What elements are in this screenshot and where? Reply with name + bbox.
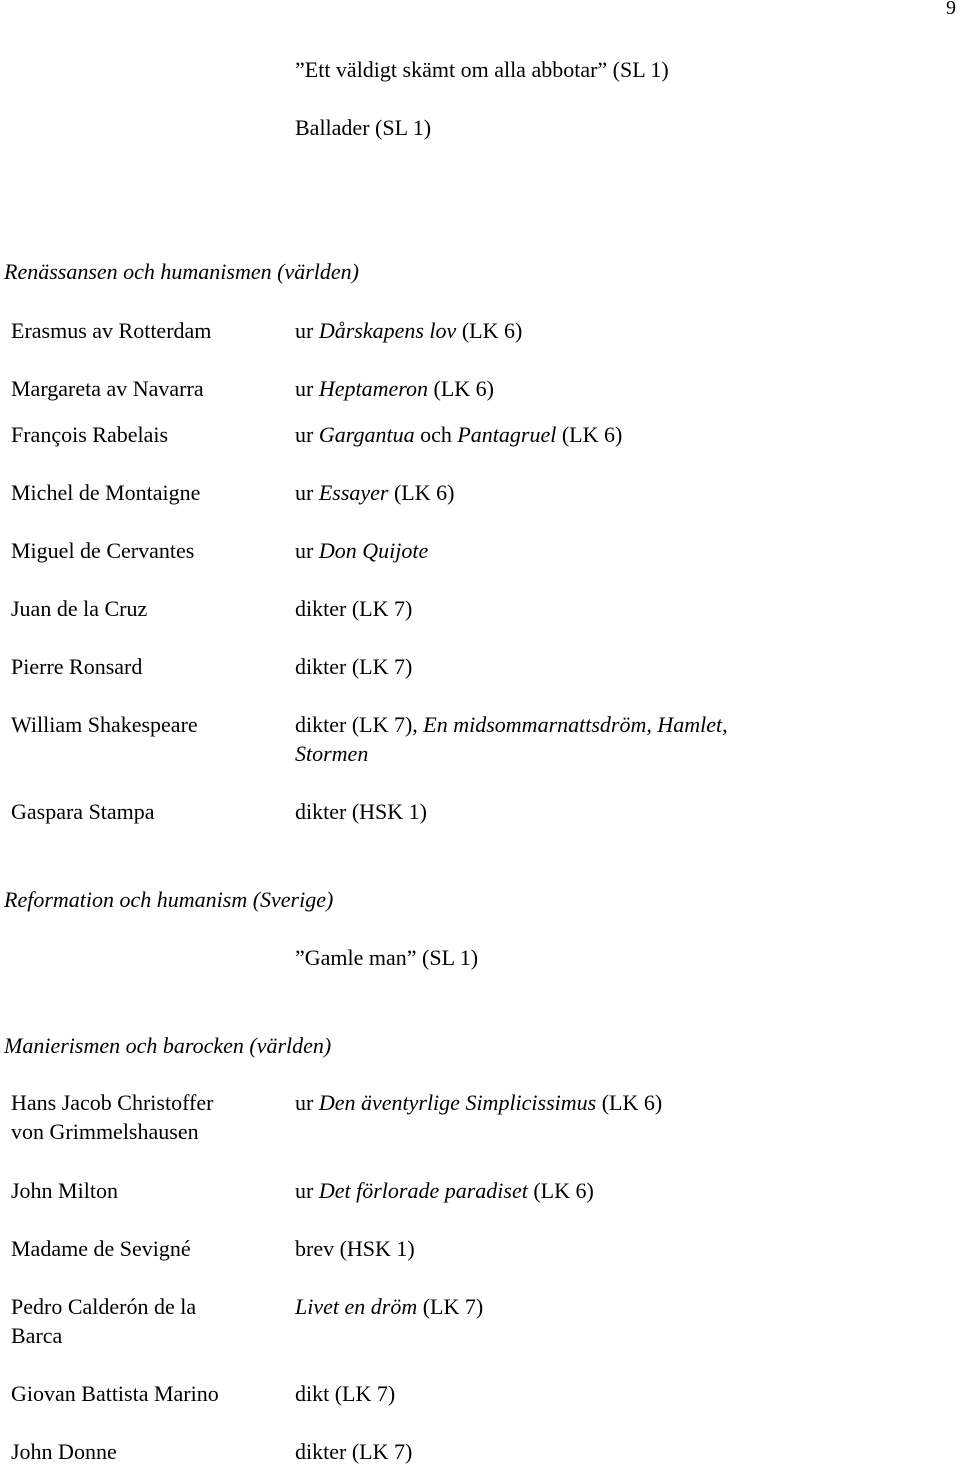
author-name: Michel de Montaigne: [11, 480, 201, 505]
author-name: Pedro Calderón de la: [11, 1294, 197, 1319]
section-heading: Manierismen och barocken (världen): [4, 1033, 332, 1058]
work-entry: dikt (LK 7): [295, 1381, 396, 1406]
author-name: William Shakespeare: [11, 712, 198, 737]
author-name: Juan de la Cruz: [11, 596, 148, 621]
author-name: Gaspara Stampa: [11, 799, 155, 824]
page-number: 9: [946, 0, 956, 19]
work-entry: ur Gargantua och Pantagruel (LK 6): [295, 422, 623, 447]
author-name: Margareta av Navarra: [11, 376, 204, 401]
work-entry: Ballader (SL 1): [295, 115, 432, 140]
author-name: John Milton: [11, 1178, 118, 1203]
work-entry: dikter (HSK 1): [295, 799, 427, 824]
work-entry: dikter (LK 7): [295, 1439, 413, 1464]
work-entry: ur Den äventyrlige Simplicissimus (LK 6): [295, 1090, 663, 1115]
work-entry: dikter (LK 7): [295, 654, 413, 679]
work-entry: ur Heptameron (LK 6): [295, 376, 494, 401]
author-name: Hans Jacob Christoffer: [11, 1090, 214, 1115]
work-entry: ur Essayer (LK 6): [295, 480, 455, 505]
author-name-continued: von Grimmelshausen: [11, 1119, 199, 1144]
work-entry: ”Ett väldigt skämt om alla abbotar” (SL 1): [295, 57, 669, 82]
work-entry: ur Don Quijote: [295, 538, 429, 563]
work-entry: dikter (LK 7), En midsommarnattsdröm, Hamlet,: [295, 712, 728, 737]
work-entry: brev (HSK 1): [295, 1236, 415, 1261]
section-heading: Renässansen och humanismen (världen): [4, 259, 359, 284]
author-name: Pierre Ronsard: [11, 654, 143, 679]
author-name: John Donne: [11, 1439, 117, 1464]
section-heading: Reformation och humanism (Sverige): [4, 887, 334, 912]
work-entry: ur Dårskapens lov (LK 6): [295, 318, 523, 343]
work-entry: Livet en dröm (LK 7): [295, 1294, 484, 1319]
author-name: Madame de Sevigné: [11, 1236, 191, 1261]
work-entry: ur Det förlorade paradiset (LK 6): [295, 1178, 594, 1203]
author-name: Erasmus av Rotterdam: [11, 318, 212, 343]
author-name-continued: Barca: [11, 1323, 63, 1348]
author-name: Giovan Battista Marino: [11, 1381, 219, 1406]
work-entry: ”Gamle man” (SL 1): [295, 945, 479, 970]
work-entry-continued: Stormen: [295, 741, 369, 766]
author-name: François Rabelais: [11, 422, 169, 447]
work-entry: dikter (LK 7): [295, 596, 413, 621]
author-name: Miguel de Cervantes: [11, 538, 195, 563]
